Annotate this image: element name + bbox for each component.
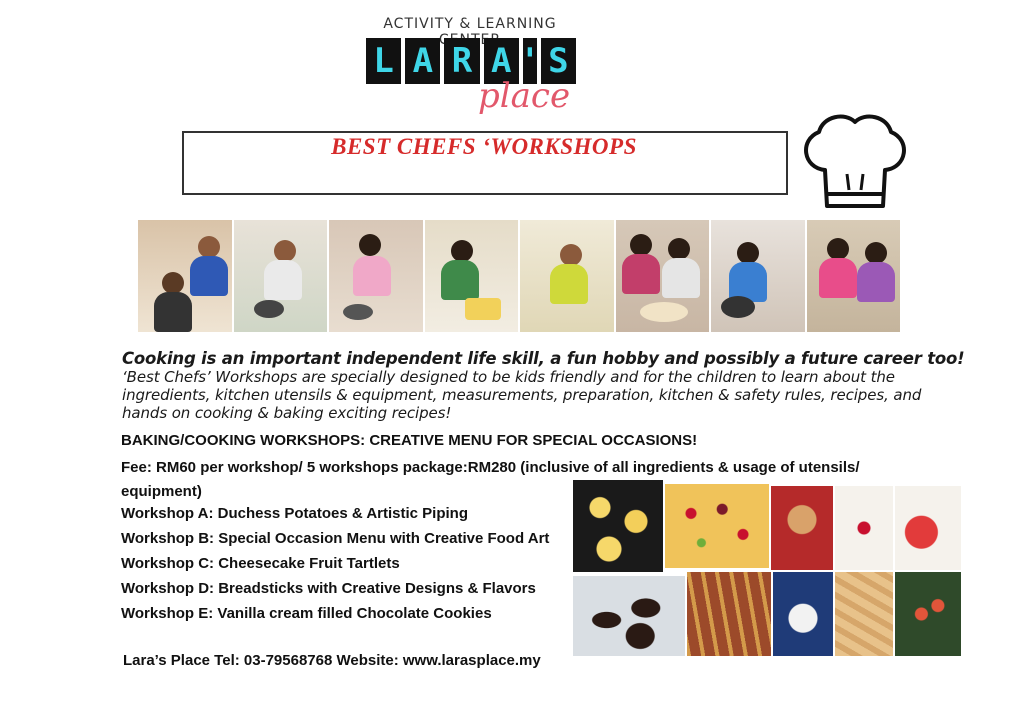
contact-info: Lara’s Place Tel: 03-79568768 Website: www.larasplace.my xyxy=(123,652,541,669)
logo-letter: L xyxy=(366,38,401,84)
page-title: BEST CHEFS ‘WORKSHOPS xyxy=(331,134,637,159)
photo xyxy=(711,220,805,332)
logo-letter: A xyxy=(405,38,440,84)
food-art-photo xyxy=(771,486,833,570)
intro-headline: Cooking is an important independent life skill, a fun hobby and possibly a future career too! xyxy=(122,349,965,368)
fruit-tartlets-photo xyxy=(665,484,769,568)
duchess-potatoes-photo xyxy=(573,480,663,572)
logo-script: place xyxy=(478,76,571,116)
logo-letter: S xyxy=(541,38,576,84)
photo xyxy=(138,220,232,332)
breadsticks-photo xyxy=(687,572,771,656)
workshop-item: Workshop C: Cheesecake Fruit Tartlets xyxy=(121,555,400,572)
fee-text: Fee: RM60 per workshop/ 5 workshops package:RM280 (inclusive of all ingredients & usage of utensils/ equipment) xyxy=(121,459,860,500)
photo xyxy=(425,220,519,332)
food-art-photo xyxy=(835,486,893,570)
food-art-photo xyxy=(895,572,961,656)
section-heading: BAKING/COOKING WORKSHOPS: CREATIVE MENU FOR SPECIAL OCCASIONS! xyxy=(121,432,698,449)
food-photo-collage xyxy=(573,480,961,656)
photo xyxy=(520,220,614,332)
photo xyxy=(616,220,710,332)
chocolate-cookies-photo xyxy=(573,576,685,656)
photo xyxy=(329,220,423,332)
kids-cooking-photo-strip xyxy=(138,220,900,332)
logo-letter: ' xyxy=(523,38,537,84)
photo xyxy=(807,220,901,332)
chef-hat-icon xyxy=(795,110,915,214)
workshop-item: Workshop A: Duchess Potatoes & Artistic Piping xyxy=(121,505,468,522)
logo-letter: R xyxy=(444,38,479,84)
workshop-item: Workshop B: Special Occasion Menu with Creative Food Art xyxy=(121,530,550,547)
food-art-photo xyxy=(835,572,893,656)
watermelon-art-photo xyxy=(895,486,961,570)
logo-tagline: ACTIVITY & LEARNING xyxy=(383,16,557,32)
photo xyxy=(234,220,328,332)
workshop-item: Workshop E: Vanilla cream filled Chocolate Cookies xyxy=(121,605,492,622)
logo-letter: A xyxy=(484,38,519,84)
food-art-photo xyxy=(773,572,833,656)
intro-body: ‘Best Chefs’ Workshops are specially designed to be kids friendly and for the children to learn about the ingredients, kitchen utensils & equipment, measurements, preparation, kitchen & safety rules, recipes, and hands on cooking & baking exciting recipes! xyxy=(122,368,922,422)
workshop-item: Workshop D: Breadsticks with Creative Designs & Flavors xyxy=(121,580,536,597)
